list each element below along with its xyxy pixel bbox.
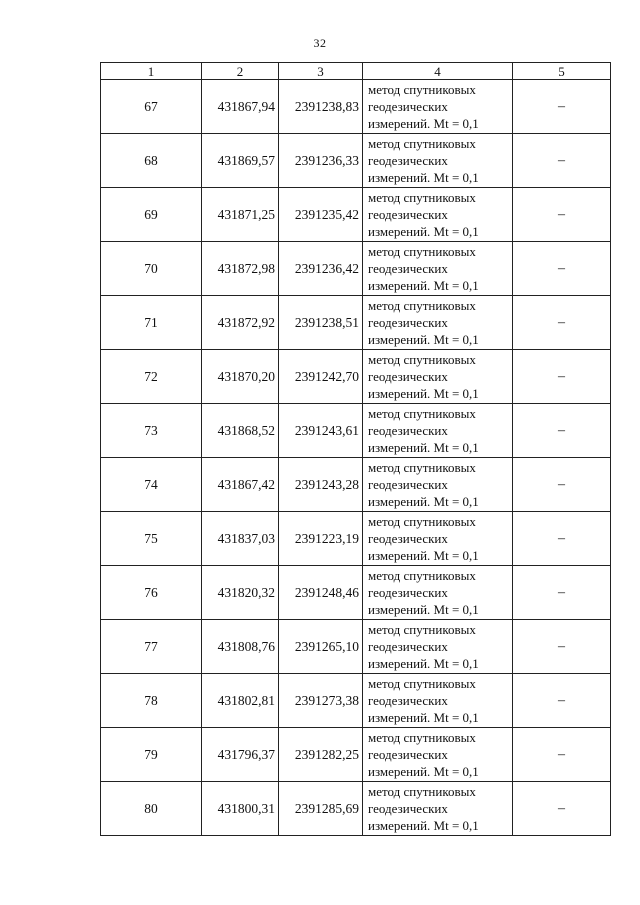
note-cell: – (513, 566, 611, 620)
note-cell: – (513, 404, 611, 458)
note-cell: – (513, 350, 611, 404)
method-line: метод спутниковых (368, 568, 476, 583)
measurement-method (363, 674, 513, 728)
method-line: метод спутниковых (368, 190, 476, 205)
measurement-method (363, 188, 513, 242)
table-row (101, 782, 611, 836)
table-row (101, 242, 611, 296)
table-row (101, 404, 611, 458)
method-line: измерений. Mt = 0,1 (368, 224, 479, 239)
coordinate-x: 431868,52 (202, 404, 279, 458)
header-col-1: 1 (101, 63, 202, 80)
method-line: измерений. Mt = 0,1 (368, 332, 479, 347)
point-number: 68 (101, 134, 202, 188)
coordinate-y: 2391223,19 (279, 512, 363, 566)
method-line: измерений. Mt = 0,1 (368, 440, 479, 455)
measurement-method (363, 512, 513, 566)
header-col-4: 4 (363, 63, 513, 80)
header-row (101, 63, 611, 80)
point-number: 77 (101, 620, 202, 674)
note-cell: – (513, 728, 611, 782)
method-line: измерений. Mt = 0,1 (368, 764, 479, 779)
method-line: геодезических (368, 531, 448, 546)
method-line: метод спутниковых (368, 460, 476, 475)
method-line: геодезических (368, 315, 448, 330)
method-line: метод спутниковых (368, 676, 476, 691)
point-number: 80 (101, 782, 202, 836)
method-line: геодезических (368, 639, 448, 654)
coordinate-y: 2391265,10 (279, 620, 363, 674)
point-number: 71 (101, 296, 202, 350)
measurement-method (363, 134, 513, 188)
note-cell: – (513, 242, 611, 296)
coordinate-x: 431867,94 (202, 80, 279, 134)
point-number: 79 (101, 728, 202, 782)
coordinate-x: 431867,42 (202, 458, 279, 512)
note-cell: – (513, 674, 611, 728)
table-row (101, 728, 611, 782)
measurement-method (363, 296, 513, 350)
method-line: метод спутниковых (368, 622, 476, 637)
measurement-method (363, 404, 513, 458)
coordinate-y: 2391242,70 (279, 350, 363, 404)
coordinate-y: 2391285,69 (279, 782, 363, 836)
method-line: метод спутниковых (368, 244, 476, 259)
coordinate-x: 431837,03 (202, 512, 279, 566)
method-line: измерений. Mt = 0,1 (368, 818, 479, 833)
measurement-method (363, 458, 513, 512)
point-number: 67 (101, 80, 202, 134)
page-number: 32 (313, 36, 327, 50)
coordinate-y: 2391282,25 (279, 728, 363, 782)
point-number: 69 (101, 188, 202, 242)
method-line: геодезических (368, 99, 448, 114)
measurement-method (363, 728, 513, 782)
method-line: измерений. Mt = 0,1 (368, 602, 479, 617)
note-cell: – (513, 620, 611, 674)
point-number: 75 (101, 512, 202, 566)
coordinate-y: 2391243,61 (279, 404, 363, 458)
method-line: измерений. Mt = 0,1 (368, 710, 479, 725)
table-body (101, 80, 611, 836)
method-line: геодезических (368, 801, 448, 816)
method-line: метод спутниковых (368, 352, 476, 367)
note-cell: – (513, 296, 611, 350)
note-cell: – (513, 188, 611, 242)
note-cell: – (513, 512, 611, 566)
measurement-method (363, 242, 513, 296)
table-row (101, 512, 611, 566)
measurement-method (363, 80, 513, 134)
measurement-method (363, 350, 513, 404)
note-cell: – (513, 782, 611, 836)
measurement-method (363, 620, 513, 674)
table-row (101, 674, 611, 728)
method-line: измерений. Mt = 0,1 (368, 116, 479, 131)
method-line: геодезических (368, 369, 448, 384)
note-cell: – (513, 134, 611, 188)
coordinate-y: 2391236,33 (279, 134, 363, 188)
method-line: геодезических (368, 423, 448, 438)
table-row (101, 620, 611, 674)
table-header (101, 63, 611, 80)
method-line: геодезических (368, 207, 448, 222)
table-row (101, 350, 611, 404)
method-line: метод спутниковых (368, 514, 476, 529)
method-line: метод спутниковых (368, 298, 476, 313)
measurement-method (363, 566, 513, 620)
coordinate-y: 2391238,51 (279, 296, 363, 350)
header-col-5: 5 (513, 63, 611, 80)
method-line: измерений. Mt = 0,1 (368, 278, 479, 293)
method-line: измерений. Mt = 0,1 (368, 494, 479, 509)
method-line: геодезических (368, 477, 448, 492)
header-col-2: 2 (202, 63, 279, 80)
coordinate-y: 2391236,42 (279, 242, 363, 296)
coordinate-x: 431870,20 (202, 350, 279, 404)
coordinate-x: 431871,25 (202, 188, 279, 242)
table-row (101, 80, 611, 134)
coordinate-y: 2391273,38 (279, 674, 363, 728)
point-number: 76 (101, 566, 202, 620)
point-number: 78 (101, 674, 202, 728)
coordinate-y: 2391243,28 (279, 458, 363, 512)
coordinate-y: 2391238,83 (279, 80, 363, 134)
method-line: метод спутниковых (368, 136, 476, 151)
measurement-method (363, 782, 513, 836)
coordinates-table (100, 62, 611, 836)
table-row (101, 296, 611, 350)
coordinate-x: 431802,81 (202, 674, 279, 728)
method-line: метод спутниковых (368, 82, 476, 97)
method-line: геодезических (368, 747, 448, 762)
table-row (101, 458, 611, 512)
coordinate-x: 431872,92 (202, 296, 279, 350)
table-row (101, 188, 611, 242)
point-number: 72 (101, 350, 202, 404)
point-number: 74 (101, 458, 202, 512)
method-line: метод спутниковых (368, 406, 476, 421)
table-row (101, 566, 611, 620)
coordinate-y: 2391235,42 (279, 188, 363, 242)
method-line: измерений. Mt = 0,1 (368, 386, 479, 401)
method-line: измерений. Mt = 0,1 (368, 656, 479, 671)
point-number: 70 (101, 242, 202, 296)
coordinate-x: 431808,76 (202, 620, 279, 674)
coordinate-y: 2391248,46 (279, 566, 363, 620)
method-line: геодезических (368, 261, 448, 276)
method-line: измерений. Mt = 0,1 (368, 548, 479, 563)
coordinate-x: 431820,32 (202, 566, 279, 620)
header-col-3: 3 (279, 63, 363, 80)
method-line: измерений. Mt = 0,1 (368, 170, 479, 185)
method-line: геодезических (368, 693, 448, 708)
method-line: метод спутниковых (368, 784, 476, 799)
coordinate-x: 431800,31 (202, 782, 279, 836)
coordinate-x: 431869,57 (202, 134, 279, 188)
note-cell: – (513, 80, 611, 134)
method-line: геодезических (368, 153, 448, 168)
method-line: геодезических (368, 585, 448, 600)
coordinate-x: 431872,98 (202, 242, 279, 296)
table-row (101, 134, 611, 188)
note-cell: – (513, 458, 611, 512)
point-number: 73 (101, 404, 202, 458)
coordinate-x: 431796,37 (202, 728, 279, 782)
method-line: метод спутниковых (368, 730, 476, 745)
